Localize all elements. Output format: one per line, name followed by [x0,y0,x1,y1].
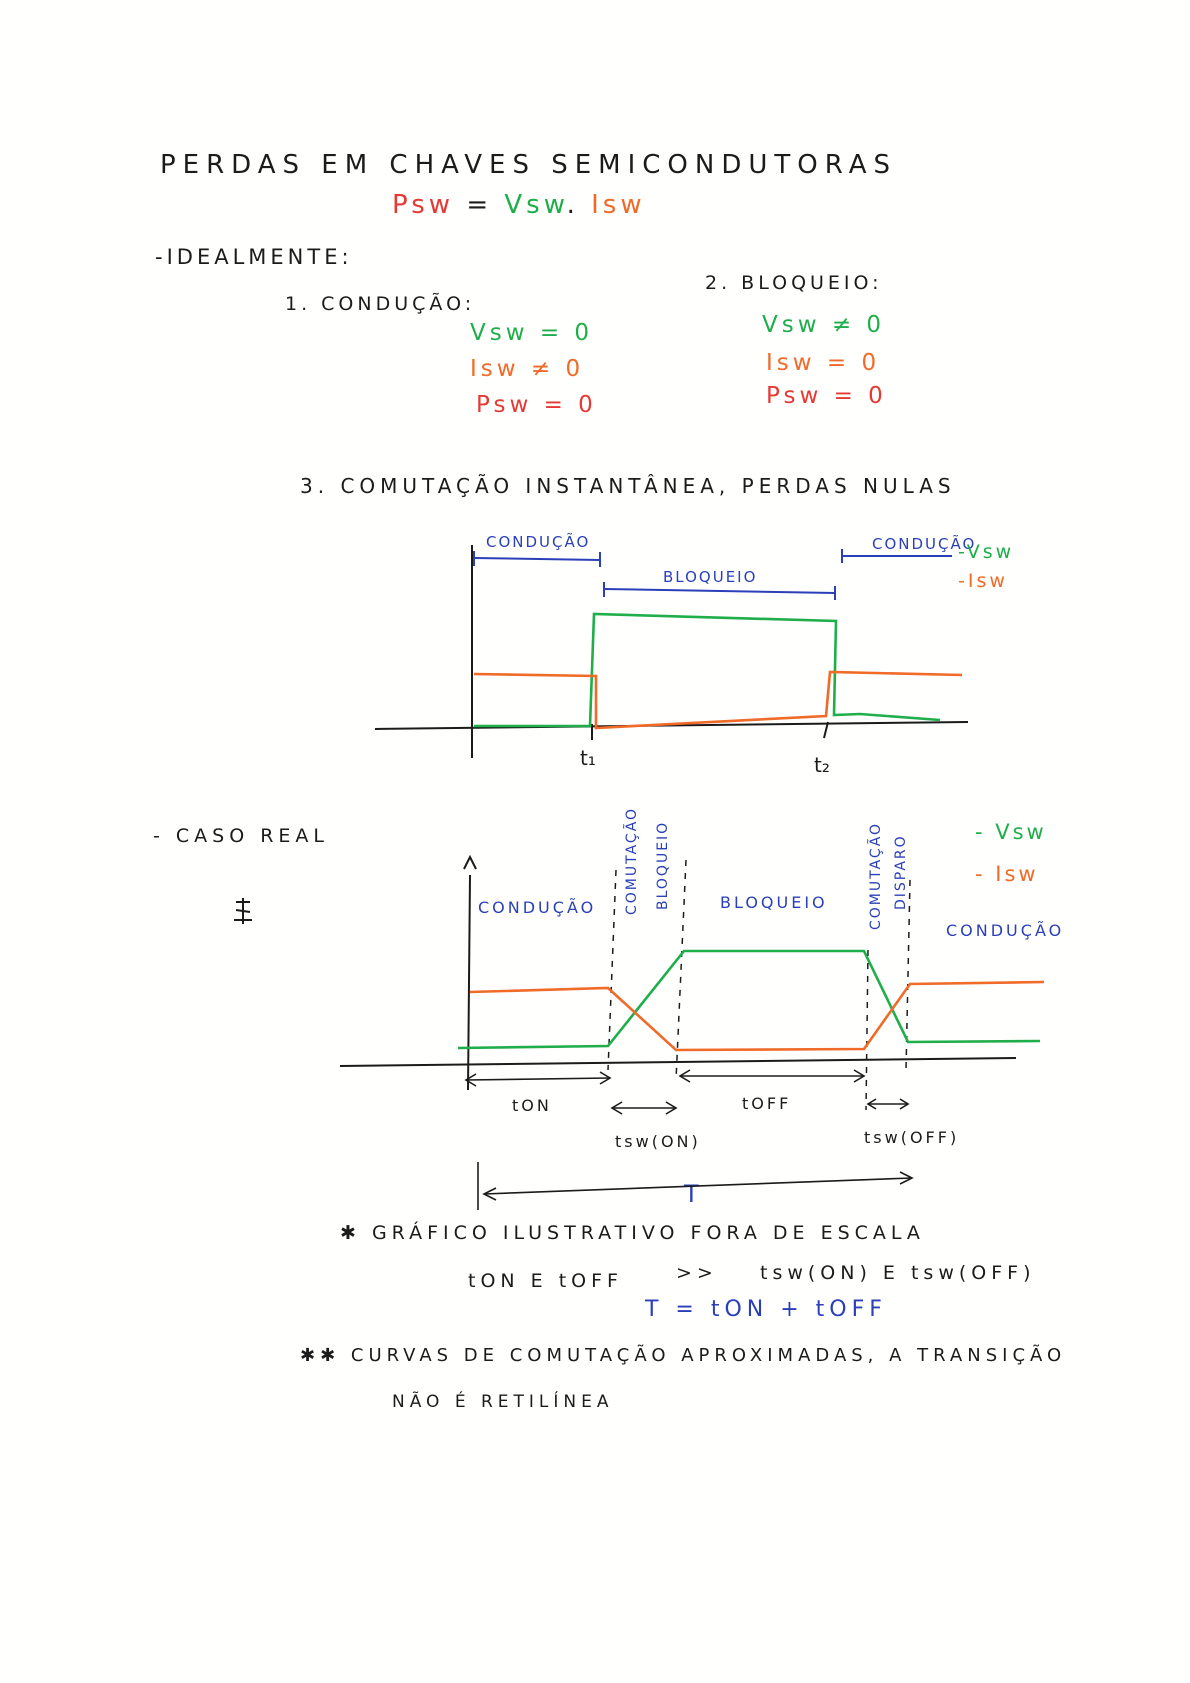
diagram1-isw-curve [474,672,962,728]
note-scale: ✱ GRÁFICO ILUSTRATIVO FORA DE ESCALA [340,1222,925,1244]
d2-bloqueio-small: BLOQUEIO [655,820,671,910]
diagram2-vsw-curve [458,951,1040,1048]
note-curves-2: NÃO É RETILÍNEA [392,1392,614,1412]
case1-label: 1. CONDUÇÃO: [285,293,476,315]
case2-label: 2. BLOQUEIO: [705,272,883,294]
d2-toff-label: tOFF [742,1094,792,1113]
diagram1-axes [375,545,968,758]
formula-dot: . [566,190,579,220]
case2-isw: Isw = 0 [766,350,881,376]
d1-legend-isw: -Isw [958,570,1008,592]
ideal-heading: -IDEALMENTE: [155,245,353,269]
case3-label: 3. COMUTAÇÃO INSTANTÂNEA, PERDAS NULAS [300,474,956,498]
case1-isw: Isw ≠ 0 [470,356,585,382]
d1-legend-vsw: -Vsw [958,541,1015,563]
formula-vsw: Vsw [504,190,567,220]
diagram2-axes [340,857,1016,1090]
formula-equals: = [466,190,493,220]
diagram1-vsw-curve [474,614,940,726]
d2-disparo: DISPARO [893,834,909,910]
formula-isw: Isw [591,190,646,220]
case2-psw: Psw = 0 [766,383,887,409]
d2-conducao-left: CONDUÇÃO [478,898,597,917]
d2-ton-label: tON [512,1096,552,1115]
current-axis-mark [234,898,252,924]
diagram2-isw-curve [470,982,1044,1050]
d1-t1-label: t₁ [580,746,596,770]
relation-lhs: tON E tOFF [468,1270,623,1292]
case1-psw: Psw = 0 [476,392,597,418]
d2-tsw-on-label: tsw(ON) [615,1132,701,1151]
formula-psw: Psw [392,190,455,220]
d1-bloqueio: BLOQUEIO [663,568,758,586]
d2-bloqueio: BLOQUEIO [720,893,828,912]
d1-conducao-left: CONDUÇÃO [486,533,591,551]
d2-period-label: T [684,1180,703,1208]
case2-vsw: Vsw ≠ 0 [762,312,886,338]
d2-conducao-right: CONDUÇÃO [946,921,1065,940]
case1-vsw: Vsw = 0 [470,320,594,346]
diagram2-dashed-guides [608,860,910,1110]
diagram1-interval-markers [474,549,952,600]
page-title: PERDAS EM CHAVES SEMICONDUTORAS [160,150,898,180]
relation-rhs: tsw(ON) E tsw(OFF) [760,1262,1036,1284]
d2-comutacao-left: COMUTAÇÃO [624,806,640,915]
d2-legend-vsw: - Vsw [975,820,1047,844]
period-formula: T = tON + tOFF [645,1297,887,1322]
d2-tsw-off-label: tsw(OFF) [864,1128,960,1147]
caso-real-heading: - CASO REAL [153,825,330,847]
relation-op: >> [676,1262,718,1284]
d1-conducao-right: CONDUÇÃO [872,535,977,553]
d2-legend-isw: - Isw [975,862,1039,886]
d2-comutacao-right: COMUTAÇÃO [868,821,884,930]
d1-t2-label: t₂ [814,753,830,777]
note-curves-1: ✱✱ CURVAS DE COMUTAÇÃO APROXIMADAS, A TRANSIÇÃO [300,1345,1067,1366]
diagram2-time-arrows [466,1070,912,1210]
